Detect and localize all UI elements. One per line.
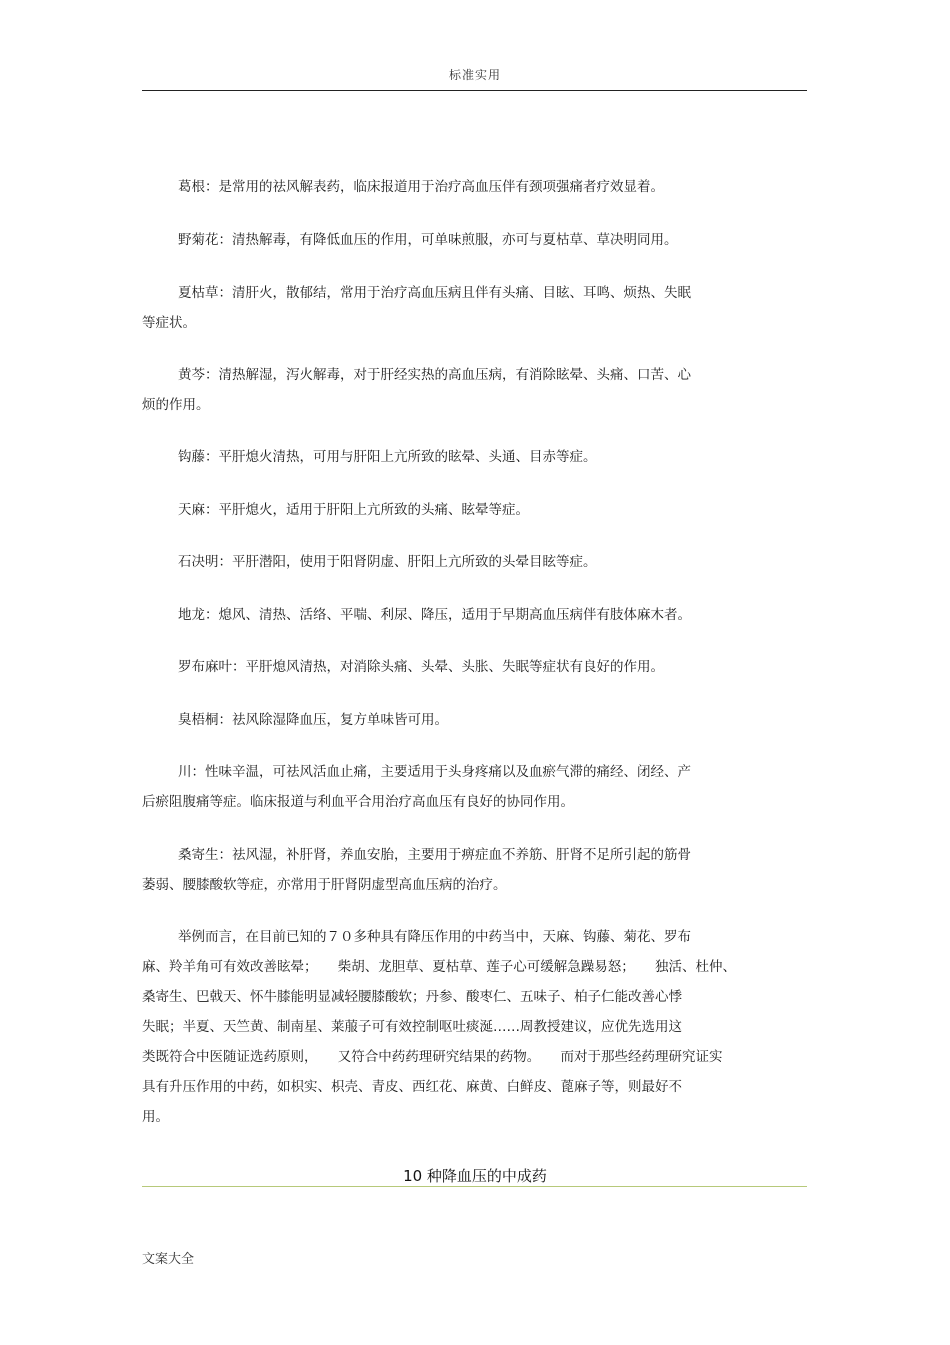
paragraph-example-line-1: 举例而言，在目前已知的７０多种具有降压作用的中药当中，天麻、钩藤、菊花、罗布 [178, 929, 691, 945]
paragraph-chuan-line-2: 后瘀阻腹痛等症。临床报道与利血平合用治疗高血压有良好的协同作用。 [142, 794, 574, 810]
page-header-title: 标准实用 [448, 68, 501, 82]
section-divider [142, 1186, 807, 1187]
paragraph-xiakucao-line-1: 夏枯草：清肝火，散郁结，常用于治疗高血压病且伴有头痛、目眩、耳鸣、烦热、失眠 [178, 285, 691, 301]
paragraph-example-line-2: 麻、羚羊角可有效改善眩晕； 柴胡、龙胆草、夏枯草、莲子心可缓解急躁易怒； 独活、杜仲、 [142, 959, 736, 975]
page-footer-text: 文案大全 [142, 1252, 195, 1267]
paragraph-sangjisheng-line-2: 萎弱、腰膝酸软等症，亦常用于肝肾阴虚型高血压病的治疗。 [142, 877, 507, 893]
paragraph-sangjisheng-line-1: 桑寄生：祛风湿，补肝肾，养血安胎，主要用于痹症血不养筋、肝肾不足所引起的筋骨 [178, 847, 691, 863]
paragraph-huangqin-line-2: 烦的作用。 [142, 397, 210, 413]
paragraph-shijueming-line-1: 石决明：平肝潜阳，使用于阳肾阴虚、肝阳上亢所致的头晕目眩等症。 [178, 554, 597, 570]
paragraph-tianma-line-1: 天麻：平肝熄火，适用于肝阳上亢所致的头痛、眩晕等症。 [178, 502, 529, 518]
paragraph-example-line-4: 失眠；半夏、天竺黄、制南星、莱菔子可有效控制呕吐痰涎……周教授建议，应优先选用这 [142, 1019, 682, 1035]
paragraph-xiakucao-line-2: 等症状。 [142, 315, 196, 331]
paragraph-luobumaye-line-1: 罗布麻叶：平肝熄风清热，对消除头痛、头晕、头胀、失眠等症状有良好的作用。 [178, 659, 664, 675]
paragraph-example-line-5: 类既符合中医随证选药原则， 又符合中药药理研究结果的药物。 而对于那些经药理研究证实 [142, 1049, 723, 1065]
paragraph-gouteng-line-1: 钩藤：平肝熄火清热，可用与肝阳上亢所致的眩晕、头通、目赤等症。 [178, 449, 597, 465]
paragraph-example-line-7: 用。 [142, 1109, 169, 1125]
paragraph-huangqin-line-1: 黄芩：清热解湿，泻火解毒，对于肝经实热的高血压病，有消除眩晕、头痛、口苦、心 [178, 367, 691, 383]
paragraph-yejuhua-line-1: 野菊花：清热解毒，有降低血压的作用，可单味煎服，亦可与夏枯草、草决明同用。 [178, 232, 678, 248]
paragraph-example-line-3: 桑寄生、巴戟天、怀牛膝能明显减轻腰膝酸软；丹参、酸枣仁、五味子、柏子仁能改善心悸 [142, 989, 682, 1005]
section-heading: 10 种降血压的中成药 [403, 1167, 547, 1185]
paragraph-gegen-line-1: 葛根：是常用的祛风解表药，临床报道用于治疗高血压伴有颈项强痛者疗效显着。 [178, 179, 664, 195]
paragraph-chouwutong-line-1: 臭梧桐：祛风除湿降血压，复方单味皆可用。 [178, 712, 448, 728]
paragraph-chuan-line-1: 川：性味辛温，可祛风活血止痛，主要适用于头身疼痛以及血瘀气滞的痛经、闭经、产 [178, 764, 691, 780]
paragraph-example-line-6: 具有升压作用的中药，如枳实、枳壳、青皮、西红花、麻黄、白鲜皮、蓖麻子等，则最好不 [142, 1079, 682, 1095]
header-divider [142, 90, 807, 91]
paragraph-dilong-line-1: 地龙：熄风、清热、活络、平喘、利尿、降压，适用于早期高血压病伴有肢体麻木者。 [178, 607, 691, 623]
